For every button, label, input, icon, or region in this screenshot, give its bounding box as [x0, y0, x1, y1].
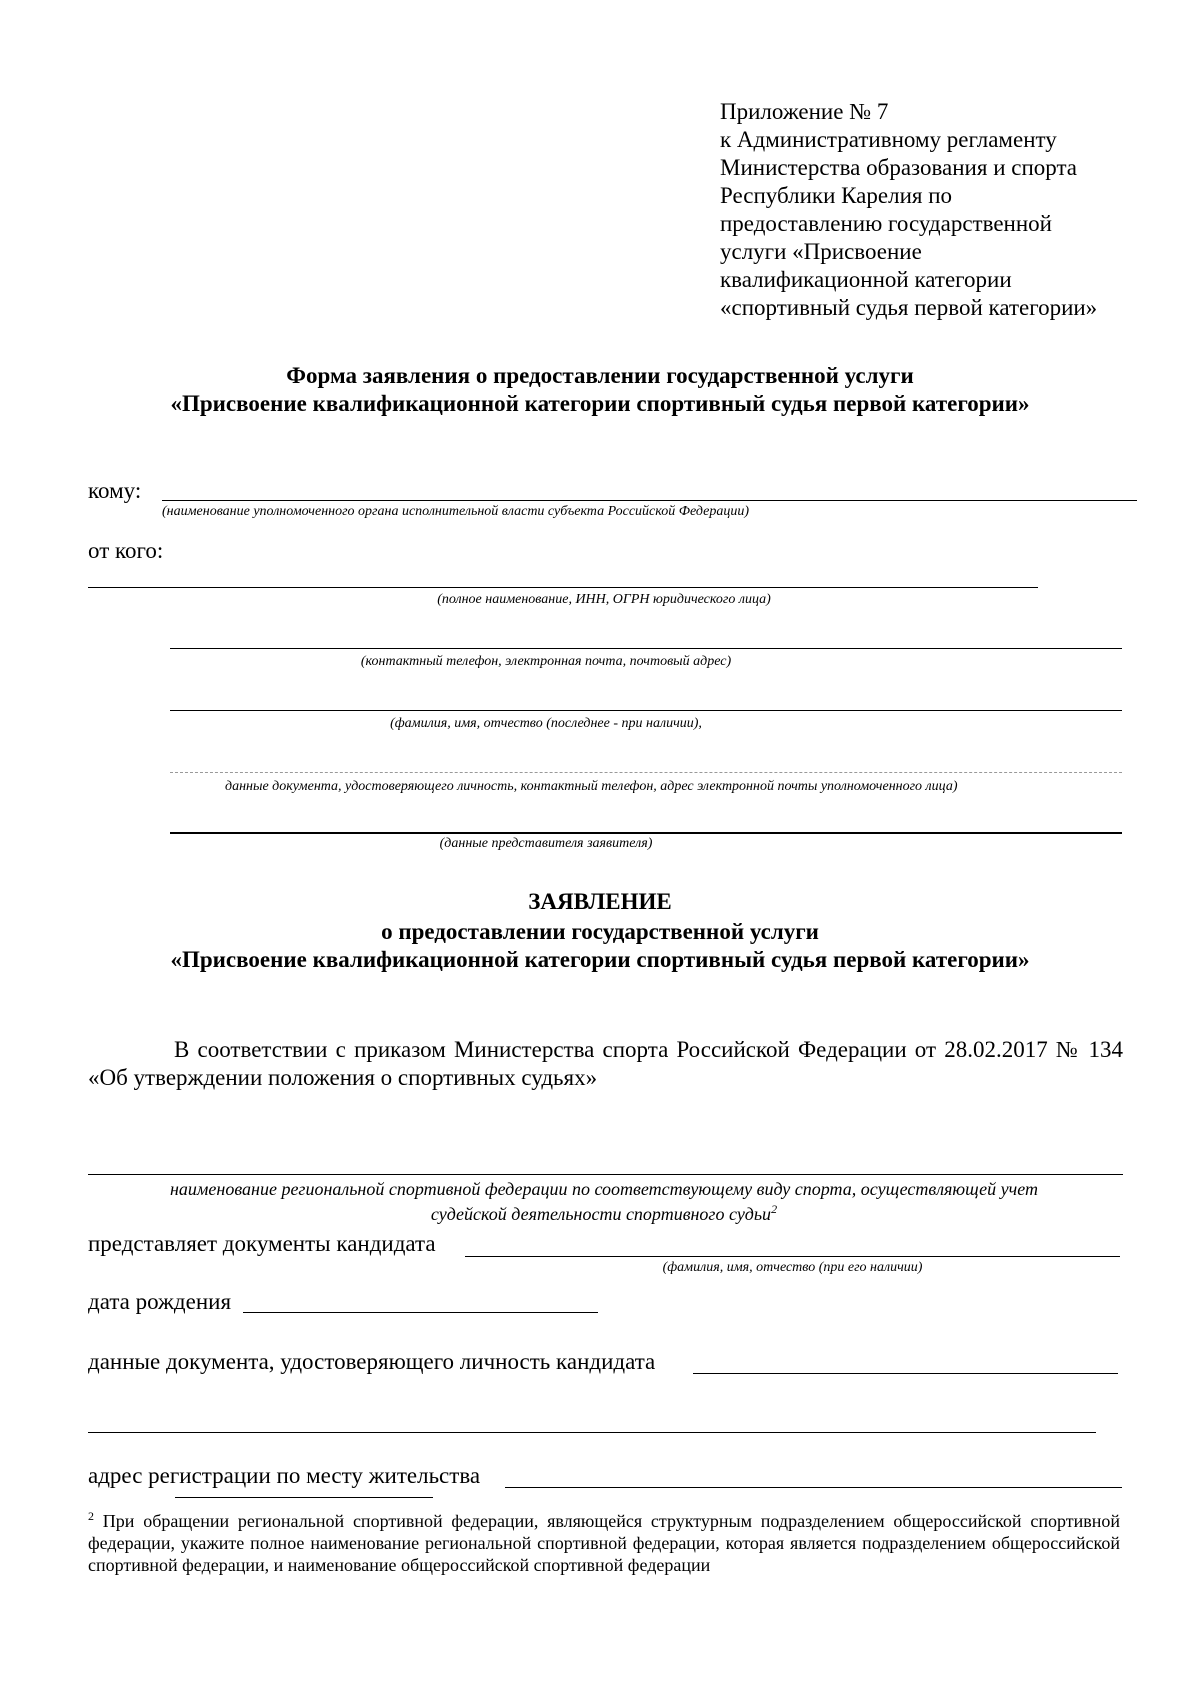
candidate-field-line[interactable] — [465, 1256, 1120, 1257]
birth-date-label: дата рождения — [88, 1289, 232, 1314]
statement-subtitle-1: о предоставлении государственной услуги — [381, 919, 819, 944]
from-label: от кого: — [88, 538, 164, 563]
from-caption-2: (контактный телефон, электронная почта, почтовый адрес) — [360, 654, 732, 669]
from-field-line-1[interactable] — [88, 587, 1038, 588]
from-caption-4: данные документа, удостоверяющего личность, контактный телефон, адрес электронной почты уполномоченного лица) — [225, 779, 958, 794]
form-title-line2: «Присвоение квалификационной категории спортивный судья первой категории» — [170, 391, 1030, 416]
from-caption-5: (данные представителя заявителя) — [439, 836, 653, 851]
statement-title: ЗАЯВЛЕНИЕ — [528, 889, 672, 914]
annex-block — [720, 98, 1160, 322]
from-field-line-2[interactable] — [170, 648, 1122, 649]
footnote-separator — [175, 1497, 433, 1498]
footnote — [88, 1510, 1120, 1576]
footnote-text: При обращении региональной спортивной федерации, являющейся структурным подразделением общероссийской спортивной федерации, укажите полное наименование региональной спортивной федерации, которая является подразделением общероссийской спортивной федерации, и наименование общероссийской спортивной федерации — [88, 1511, 1121, 1575]
statement-paragraph: В соответствии с приказом Министерства спорта Российской Федерации от 28.02.2017 № 134 «Об утверждении положения о спортивных судьях» — [88, 1037, 1123, 1090]
id-document-field-line-2[interactable] — [88, 1432, 1096, 1433]
federation-caption-line1: наименование региональной спортивной федерации по соответствующему виду спорта, осуществляющей учет — [170, 1179, 1038, 1199]
federation-field-line[interactable] — [88, 1174, 1123, 1175]
federation-caption — [88, 1177, 1120, 1227]
address-label: адрес регистрации по месту жительства — [88, 1463, 481, 1488]
annex-line: услуги «Присвоение — [720, 239, 922, 264]
footnote-ref-mark[interactable]: 2 — [771, 1202, 778, 1216]
birth-date-field-line[interactable] — [243, 1312, 598, 1313]
federation-caption-line2: судейской деятельности спортивного судьи — [430, 1204, 772, 1224]
id-document-field-line[interactable] — [693, 1373, 1118, 1374]
to-label: кому: — [88, 478, 142, 503]
annex-line: квалификационной категории — [720, 267, 1012, 292]
annex-line: к Административному регламенту — [720, 127, 1057, 152]
from-field-line-4[interactable] — [170, 772, 1122, 773]
to-field-line[interactable] — [162, 500, 1137, 501]
to-caption: (наименование уполномоченного органа исполнительной власти субъекта Российской Федерации) — [162, 504, 750, 519]
annex-line: Приложение № 7 — [720, 99, 889, 124]
from-field-line-5[interactable] — [170, 832, 1122, 834]
footnote-mark: 2 — [88, 1509, 94, 1523]
annex-line: Республики Карелия по — [720, 183, 953, 208]
id-document-label: данные документа, удостоверяющего личность кандидата — [88, 1349, 656, 1374]
from-field-line-3[interactable] — [170, 710, 1122, 711]
from-caption-3: (фамилия, имя, отчество (последнее - при наличии), — [390, 716, 702, 731]
annex-line: Министерства образования и спорта — [720, 155, 1078, 180]
annex-line: «спортивный судья первой категории» — [720, 295, 1098, 320]
candidate-label: представляет документы кандидата — [88, 1231, 436, 1256]
from-caption-1: (полное наименование, ИНН, ОГРН юридического лица) — [437, 592, 771, 607]
statement-subtitle-2: «Присвоение квалификационной категории спортивный судья первой категории» — [170, 947, 1030, 972]
annex-line: предоставлению государственной — [720, 211, 1052, 236]
form-title-line1: Форма заявления о предоставлении государственной услуги — [286, 363, 914, 388]
candidate-caption: (фамилия, имя, отчество (при его наличии) — [662, 1260, 923, 1275]
address-field-line[interactable] — [505, 1487, 1122, 1488]
